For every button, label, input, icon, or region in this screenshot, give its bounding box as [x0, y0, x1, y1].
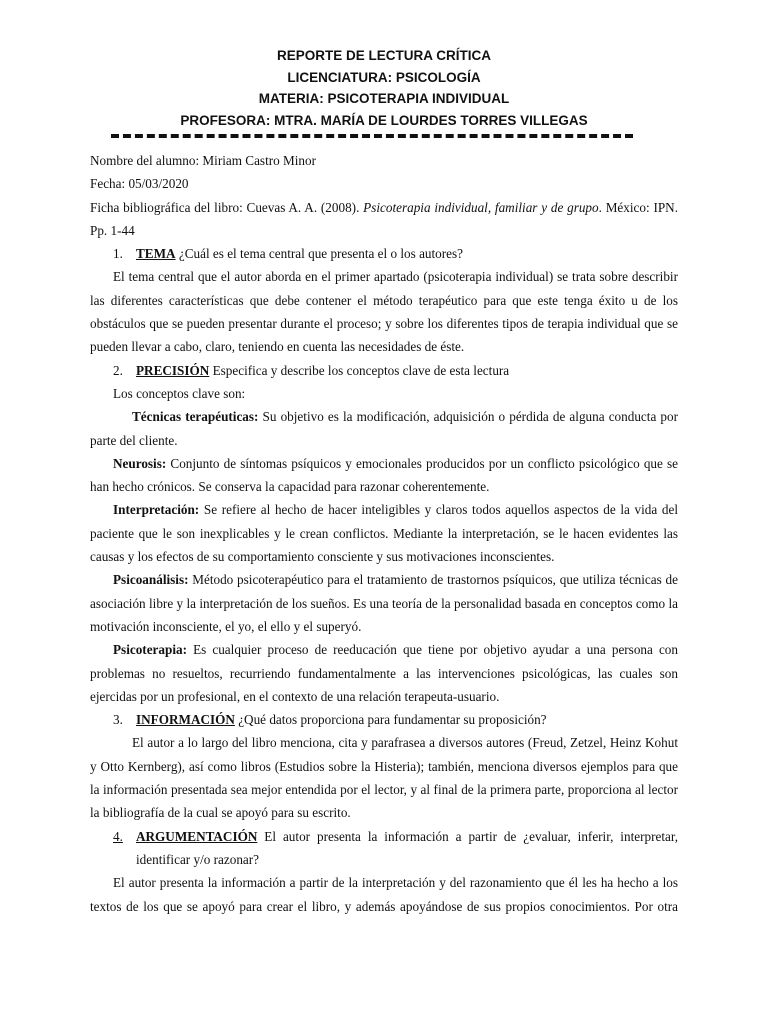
section-question: El autor presenta la información a partir de ¿evaluar, inferir, interpretar, identificar y/o razonar?	[136, 828, 678, 867]
concept-item	[90, 638, 678, 708]
report-header	[0, 45, 768, 131]
header-report-title: REPORTE DE LECTURA CRÍTICA	[276, 48, 491, 63]
section-argumentacion-question	[90, 825, 678, 872]
section-heading-informacion: INFORMACIÓN	[136, 712, 235, 728]
section-tema-answer: El tema central que el autor aborda en el primer apartado (psicoterapia individual) se trata sobre describir las diferentes características que debe contener el método terapéutico para que este tenga éxito u de los obstáculos que se pueden presentar durante el proceso; y sobre los diferentes tipos de terapia individual que se pueden llevar a cabo, claro, teniendo en cuenta las necesidades de éste.	[90, 269, 678, 355]
section-precision-question	[90, 359, 678, 382]
section-question: Especifica y describe los conceptos clave de esta lectura	[209, 362, 510, 378]
header-divider	[111, 134, 633, 138]
document-body	[90, 149, 678, 918]
concept-term: Neurosis:	[113, 455, 167, 471]
section-number: 2.	[113, 362, 123, 378]
section-number: 1.	[113, 246, 123, 262]
header-subject: MATERIA: PSICOTERAPIA INDIVIDUAL	[258, 91, 510, 106]
section-informacion-question	[90, 708, 678, 731]
citation-prefix: Ficha bibliográfica del libro: Cuevas A. A. (2008).	[90, 199, 364, 215]
section-number: 3.	[113, 712, 123, 728]
section-informacion-answer: El autor a lo largo del libro menciona, cita y parafrasea a diversos autores (Freud, Zetzel, Heinz Kohut y Otto Kernberg), así como libros (Estudios sobre la Histeria); también, menciona diversos ejemplos para que la información presentada sea mejor entendida por el lector, y al final de la primera parte, proporciona al lector la bibliografía de la cual se apoyó para su escrito.	[90, 735, 678, 821]
section-heading-argumentacion: ARGUMENTACIÓN	[136, 828, 258, 844]
concept-item	[90, 405, 678, 452]
section-heading-tema: TEMA	[136, 246, 176, 262]
concept-item	[90, 498, 678, 568]
student-name: Nombre del alumno: Miriam Castro Minor	[90, 153, 316, 168]
citation-suffix: . México: IPN. Pp. 1-44	[90, 199, 678, 238]
section-argumentacion-answer: El autor presenta la información a partir de la interpretación y del razonamiento que él les ha hecho a los textos de los que se apoyó para crear el libro, y además apoyándose de sus propios conocimientos. Por otra	[90, 875, 678, 914]
concept-term: Psicoterapia:	[113, 642, 187, 658]
concept-definition: Método psicoterapéutico para el tratamiento de trastornos psíquicos, que utiliza técnicas de asociación libre y la interpretación de los sueños. Es una teoría de la personalidad basada en conceptos como la motivación inconsciente, el yo, el ello y el superyó.	[90, 572, 678, 634]
section-heading-precision: PRECISIÓN	[136, 362, 210, 378]
concept-term: Psicoanálisis:	[113, 572, 189, 588]
concept-term: Técnicas terapéuticas:	[132, 409, 259, 425]
concept-term: Interpretación:	[113, 502, 200, 518]
concept-definition: Conjunto de síntomas psíquicos y emocionales producidos por un conflicto psicológico que se han hecho crónicos. Se conserva la capacidad para razonar coherentemente.	[90, 455, 678, 495]
concept-item	[90, 452, 678, 499]
section-number: 4.	[113, 828, 123, 844]
section-question: ¿Cuál es el tema central que presenta el o los autores?	[175, 246, 464, 262]
concepts-intro: Los conceptos clave son:	[113, 385, 246, 401]
concept-item	[90, 568, 678, 638]
concept-definition: Su objetivo es la modificación, adquisición o pérdida de alguna conducta por parte del cliente.	[90, 409, 678, 448]
book-title: Psicoterapia individual, familiar y de grupo	[363, 199, 599, 215]
section-question: ¿Qué datos proporciona para fundamentar su proposición?	[234, 712, 547, 728]
concept-definition: Se refiere al hecho de hacer inteligibles y claros todos aquellos aspectos de la vida del paciente que le son inexplicables y le crean conflictos. Mediante la interpretación, se le hacen evidentes las causas y los efectos de su comportamiento consciente y sus motivaciones inconscientes.	[90, 502, 678, 565]
section-tema-question	[90, 242, 678, 265]
header-professor: PROFESORA: MTRA. MARÍA DE LOURDES TORRES VILLEGAS	[180, 112, 588, 128]
concept-definition: Es cualquier proceso de reeducación que tiene por objetivo ayudar a una persona con problemas no resueltos, recurriendo fundamentalmente a las intervenciones psicológicas, las cuales son ejercidas por un profesional, en el contexto de una relación terapeuta-usuario.	[90, 642, 678, 704]
header-degree: LICENCIATURA: PSICOLOGÍA	[287, 69, 481, 85]
report-date: Fecha: 05/03/2020	[90, 176, 189, 192]
bibliographic-reference	[90, 196, 678, 243]
